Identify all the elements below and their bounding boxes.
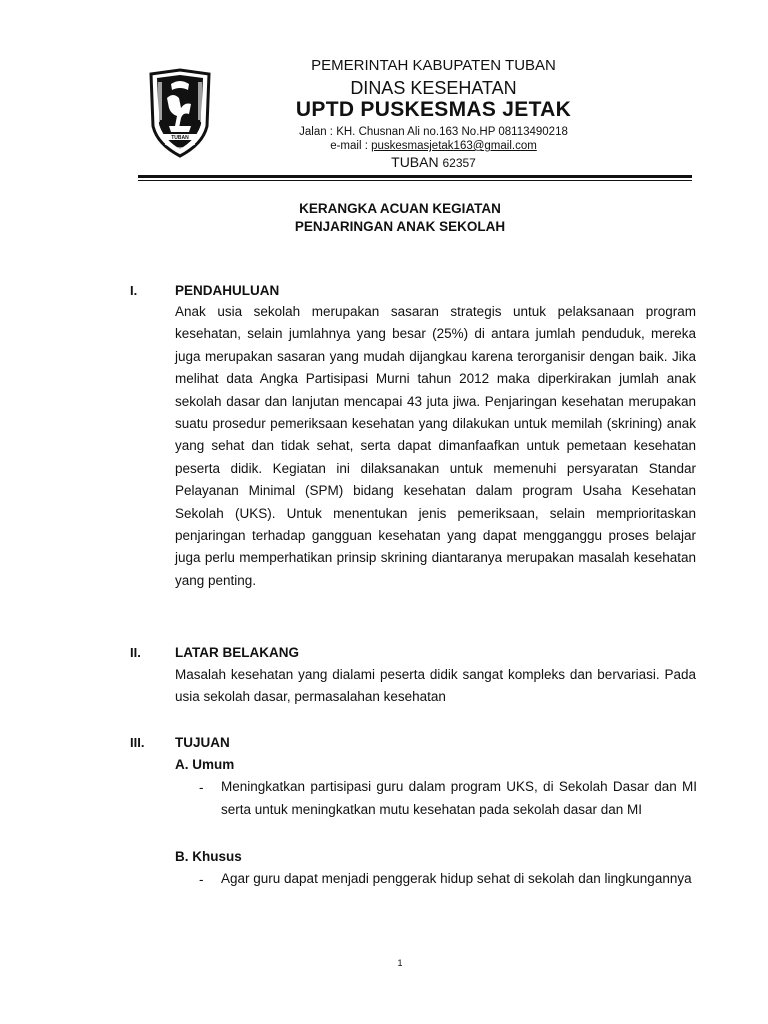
document-subtitle: PENJARINGAN ANAK SEKOLAH [294,219,506,234]
institution-name: UPTD PUSKESMAS JETAK [295,98,572,121]
section-number: II. [130,645,141,660]
section-paragraph: Anak usia sekolah merupakan sasaran strategis untuk pelaksanaan program kesehatan, selain jumlahnya yang besar (25%) di antara jumlah penduduk, mereka juga merupakan sasaran yang mudah dijangkau karena terorganisir dengan baik. Jika melihat data Angka Partisipasi Murni tahun 2012 maka diperkirakan jumlah anak sekolah dasar dan lanjutan mencapai 43 juta jiwa. Penjaringan kesehatan merupakan suatu prosedur pemeriksaan kesehatan yang dilakukan untuk memilah (skrining) anak yang sehat dan tidak sehat, serta dapat dimanfaafkan untuk pemetaan kesehatan peserta didik. Kegiatan ini dilaksanakan untuk memenuhi persyaratan Standar Pelayanan Minimal (SPM) bidang kesehatan dalam program Usaha Kesehatan Sekolah (UKS). Untuk menentukan jenis pemeriksaan, selain memprioritaskan penjaringan terhadap gangguan kesehatan yang dapat mengganggu proses belajar juga perlu memperhatikan prinsip skrining diantaranya merupakan masalah kesehatan yang penting. [175,304,696,588]
subsection-label: B. Khusus [175,849,242,864]
postal-code: 62357 [442,156,476,170]
section-paragraph: Masalah kesehatan yang dialami peserta didik sangat kompleks dan bervariasi. Pada usia sekolah dasar, permasalahan kesehatan [175,667,696,705]
department-name: DINAS KESEHATAN [350,78,517,98]
list-bullet: - [199,780,204,795]
list-item: Meningkatkan partisipasi guru dalam program UKS, di Sekolah Dasar dan MI serta untuk meningkatkan mutu kesehatan pada sekolah dasar dan MI [221,779,697,817]
email-label: e-mail : [330,140,372,152]
letterhead-divider-thick [138,175,692,178]
section-number: I. [130,283,138,298]
email-line [256,140,611,152]
page-number: 1 [397,958,403,968]
government-name: PEMERINTAH KABUPATEN TUBAN [311,57,556,74]
tuban-regency-logo [147,68,213,162]
email-link[interactable]: puskesmasjetak163@gmail.com [371,140,537,152]
section-heading: LATAR BELAKANG [175,645,299,660]
address-line: Jalan : KH. Chusnan Ali no.163 No.HP 08113490218 [299,126,568,138]
list-item: Agar guru dapat menjadi penggerak hidup sehat di sekolah dan lingkungannya [221,871,692,886]
city-line [256,154,611,170]
subsection-label: A. Umum [175,757,235,772]
letterhead-divider-thin [138,180,692,181]
logo-text: TUBAN [171,135,189,141]
section-heading: PENDAHULUAN [175,283,280,298]
list-bullet: - [199,872,204,887]
document-title: KERANGKA ACUAN KEGIATAN [299,201,501,216]
section-heading: TUJUAN [175,735,230,750]
section-number: III. [130,735,145,750]
city: TUBAN [391,154,439,170]
